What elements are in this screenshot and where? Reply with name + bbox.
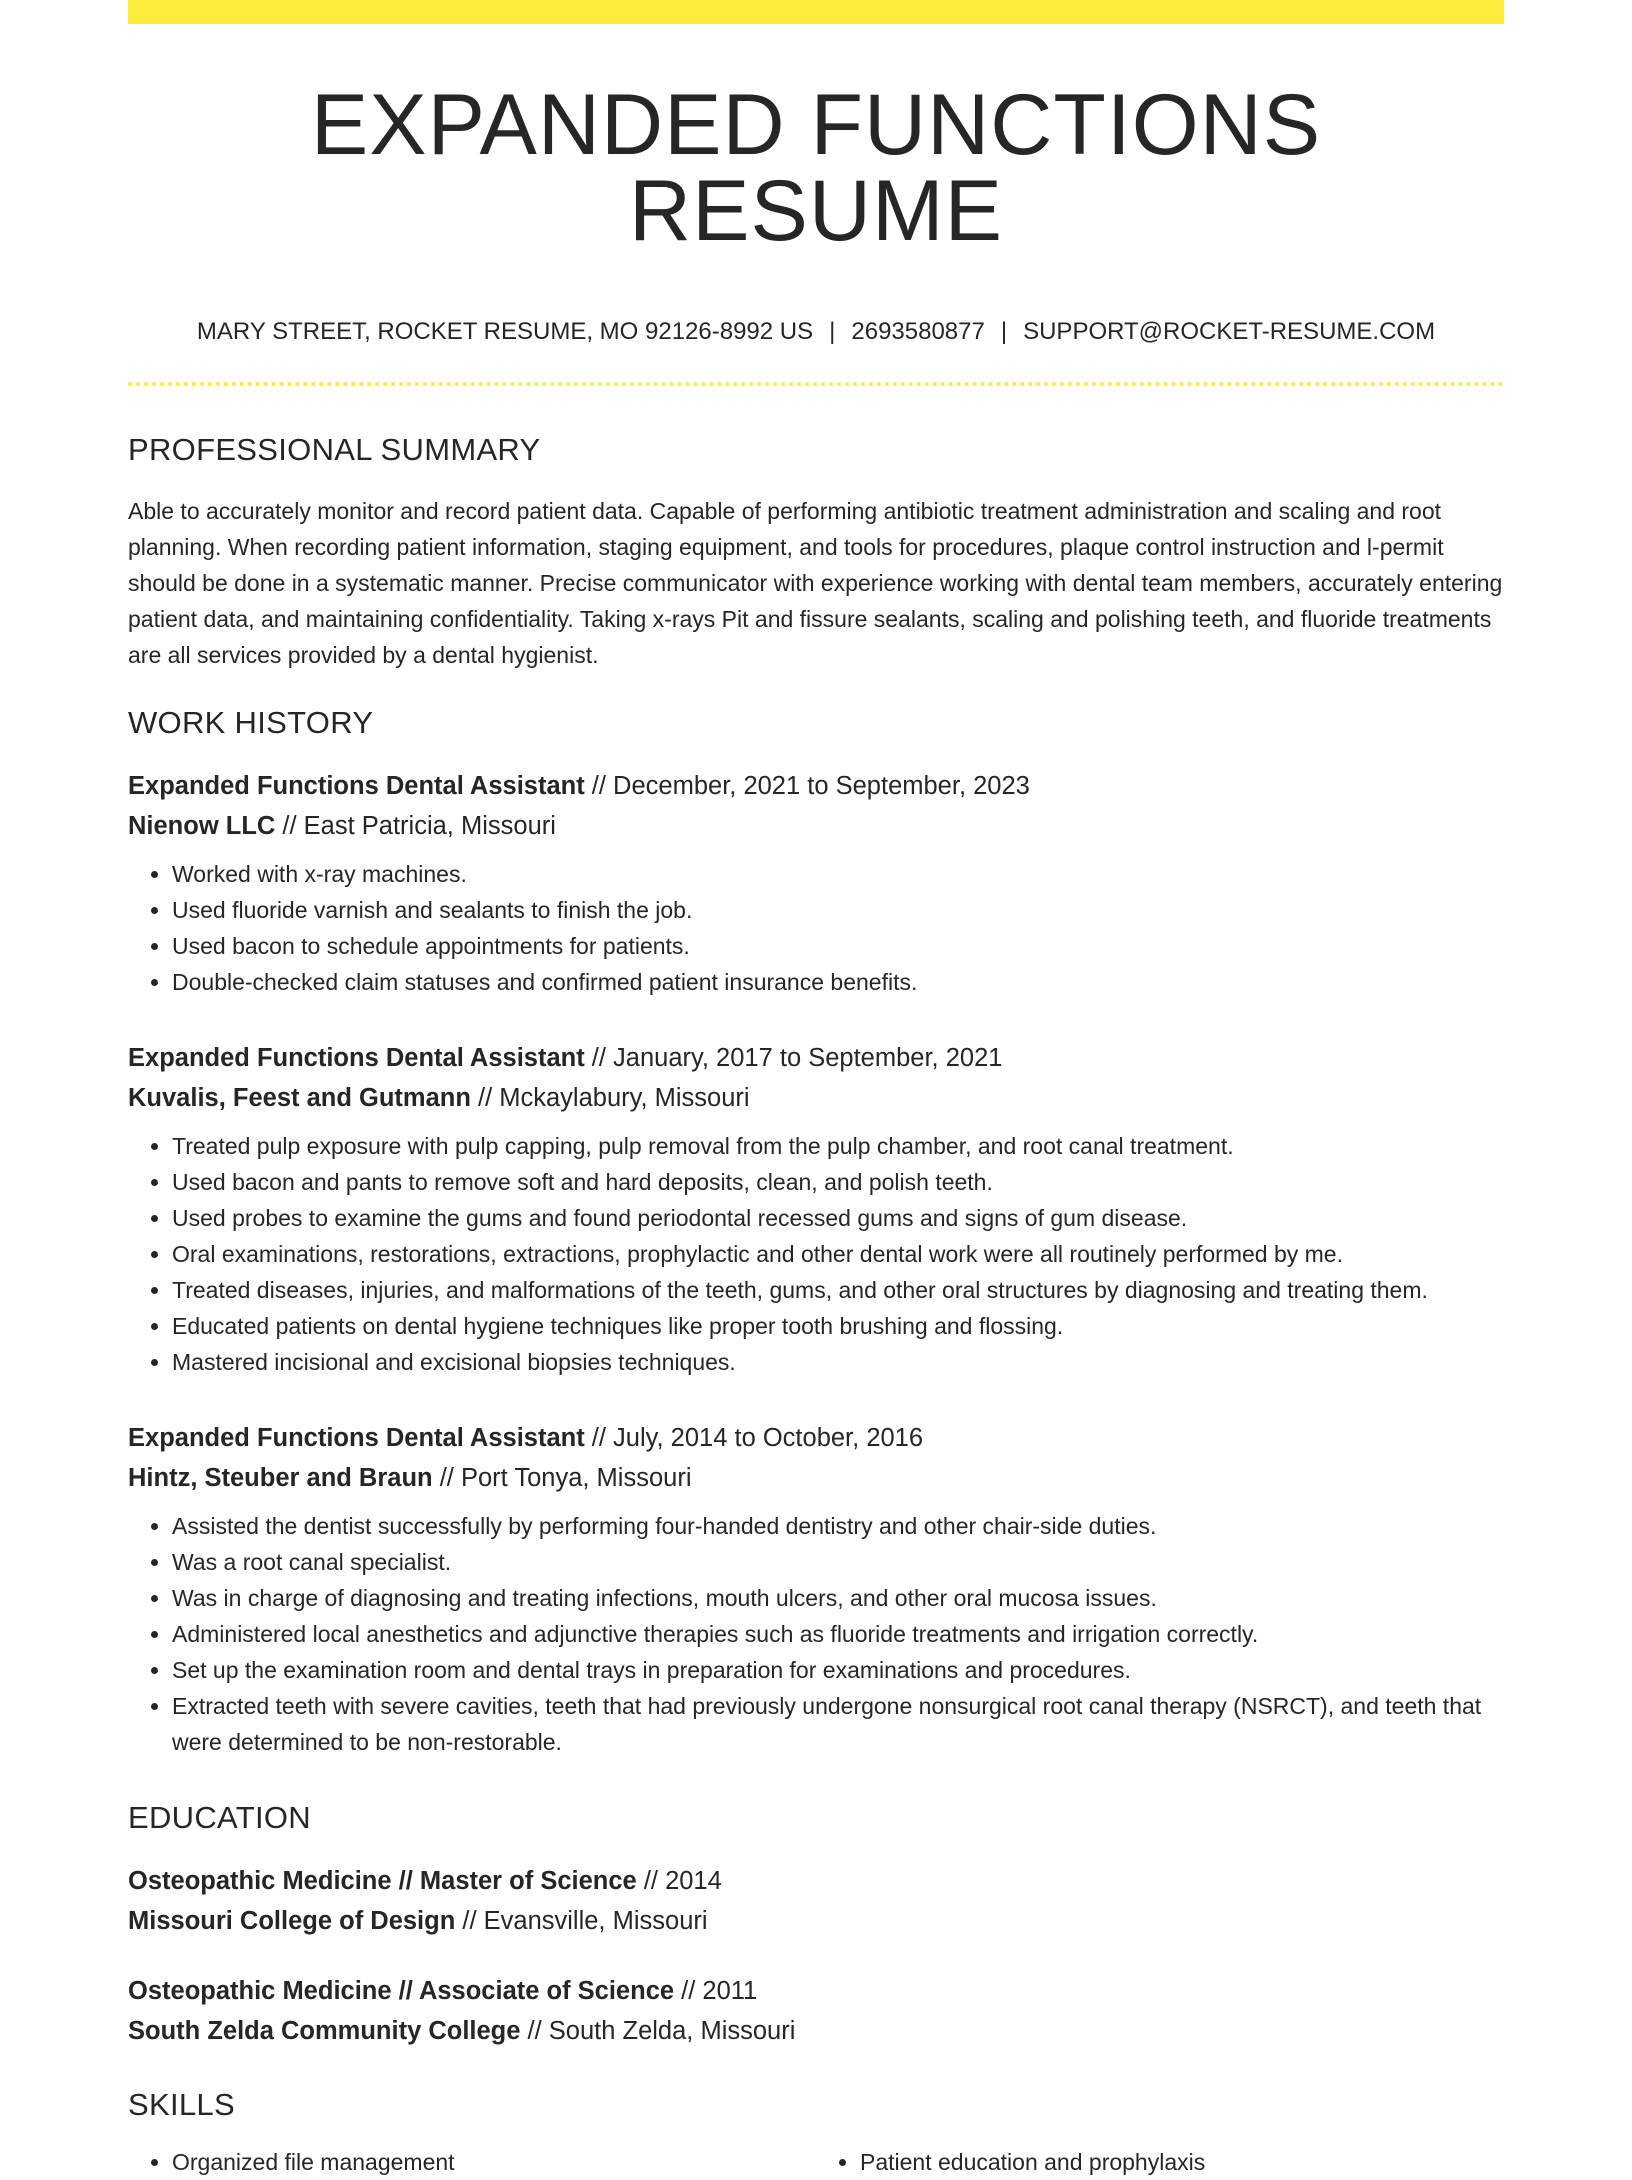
education-location: // South Zelda, Missouri [520, 2017, 796, 2045]
education-entry [128, 1971, 1504, 2051]
resume-title: EXPANDED FUNCTIONS RESUME [310, 77, 1322, 259]
contact-address: MARY STREET, ROCKET RESUME, MO 92126-8992 US [196, 318, 814, 345]
job-bullet: • Educated patients on dental hygiene techniques like proper tooth brushing and flossing. [172, 1308, 1504, 1344]
education-school: Missouri College of Design [128, 1907, 456, 1935]
contact-line [128, 320, 1504, 344]
skills-column-left [128, 2144, 816, 2180]
job-title-line [128, 1038, 1504, 1078]
job-dates: // January, 2017 to September, 2021 [584, 1044, 1003, 1072]
skills-column-right [816, 2144, 1504, 2180]
education-entry [128, 1861, 1504, 1941]
education-degree-line [128, 1861, 1504, 1901]
job-bullet: • Assisted the dentist successfully by performing four-handed dentistry and other chair-side duties. [172, 1508, 1504, 1544]
job-company-line [128, 806, 1504, 846]
job-bullets [128, 856, 1504, 1000]
job-entry [128, 1418, 1504, 1760]
job-bullets [128, 1128, 1504, 1380]
job-role: Expanded Functions Dental Assistant [128, 1424, 585, 1452]
job-role: Expanded Functions Dental Assistant [128, 772, 585, 800]
job-dates: // July, 2014 to October, 2016 [584, 1424, 924, 1452]
job-company: Kuvalis, Feest and Gutmann [128, 1084, 471, 1112]
job-company-line [128, 1078, 1504, 1118]
job-dates: // December, 2021 to September, 2023 [584, 772, 1030, 800]
skill-item: • Organized file management [172, 2144, 816, 2180]
job-bullet: • Used fluoride varnish and sealants to finish the job. [172, 892, 1504, 928]
education-school-line [128, 1901, 1504, 1941]
job-entry [128, 1038, 1504, 1380]
contact-phone: 2693580877 [851, 318, 985, 345]
job-role: Expanded Functions Dental Assistant [128, 1044, 585, 1072]
job-company-line [128, 1458, 1504, 1498]
summary-text: Able to accurately monitor and record patient data. Capable of performing antibiotic treatment administration and scaling and root planning. When recording patient information, staging equipment, and tools for procedures, plaque control instruction and l-permit should be done in a systematic manner. Precise communicator with experience working with dental team members, accurately entering patient data, and maintaining confidentiality. Taking x-rays Pit and fissure sealants, scaling and polishing teeth, and fluoride treatments are all services provided by a dental hygienist. [128, 498, 1503, 668]
job-bullet: • Worked with x-ray machines. [172, 856, 1504, 892]
skills-heading: SKILLS [128, 2087, 235, 2122]
job-bullet: • Used bacon and pants to remove soft and hard deposits, clean, and polish teeth. [172, 1164, 1504, 1200]
job-location: // East Patricia, Missouri [275, 812, 556, 840]
skills-grid [128, 2144, 1504, 2180]
resume-page [128, 0, 1504, 2180]
education-year: // 2014 [636, 1867, 722, 1895]
job-bullet: • Administered local anesthetics and adjunctive therapies such as fluoride treatments and irrigation correctly. [172, 1616, 1504, 1652]
job-entry [128, 766, 1504, 1000]
job-location: // Mckaylabury, Missouri [470, 1084, 750, 1112]
contact-separator: | [1000, 318, 1008, 345]
job-bullet: • Was a root canal specialist. [172, 1544, 1504, 1580]
job-bullet: • Set up the examination room and dental trays in preparation for examinations and procedures. [172, 1652, 1504, 1688]
dotted-divider [128, 382, 1504, 386]
job-bullet: • Used probes to examine the gums and found periodontal recessed gums and signs of gum disease. [172, 1200, 1504, 1236]
job-bullets [128, 1508, 1504, 1760]
education-degree-line [128, 1971, 1504, 2011]
contact-separator: | [829, 318, 836, 345]
job-title-line [128, 766, 1504, 806]
education-heading: EDUCATION [128, 1800, 311, 1835]
job-bullet: • Was in charge of diagnosing and treating infections, mouth ulcers, and other oral mucosa issues. [172, 1580, 1504, 1616]
job-bullet: • Used bacon to schedule appointments for patients. [172, 928, 1504, 964]
skill-item: • Patient education and prophylaxis [860, 2144, 1504, 2180]
education-school: South Zelda Community College [128, 2017, 521, 2045]
job-location: // Port Tonya, Missouri [432, 1464, 692, 1492]
job-bullet: • Mastered incisional and excisional biopsies techniques. [172, 1344, 1504, 1380]
job-company: Hintz, Steuber and Braun [128, 1464, 433, 1492]
job-bullet: • Oral examinations, restorations, extractions, prophylactic and other dental work were all routinely performed by me. [172, 1236, 1504, 1272]
job-company: Nienow LLC [128, 812, 276, 840]
job-bullet: • Treated diseases, injuries, and malformations of the teeth, gums, and other oral structures by diagnosing and treating them. [172, 1272, 1504, 1308]
job-bullet: • Treated pulp exposure with pulp capping, pulp removal from the pulp chamber, and root canal treatment. [172, 1128, 1504, 1164]
job-bullet: • Double-checked claim statuses and confirmed patient insurance benefits. [172, 964, 1504, 1000]
job-title-line [128, 1418, 1504, 1458]
job-bullet: • Extracted teeth with severe cavities, teeth that had previously undergone nonsurgical root canal therapy (NSRCT), and teeth that were determined to be non-restorable. [172, 1688, 1504, 1760]
education-degree: Osteopathic Medicine // Master of Science [128, 1867, 637, 1895]
contact-email: SUPPORT@ROCKET-RESUME.COM [1023, 318, 1436, 345]
education-location: // Evansville, Missouri [455, 1907, 708, 1935]
work-history-heading: WORK HISTORY [128, 705, 374, 740]
education-year: // 2011 [674, 1977, 758, 2005]
summary-heading: PROFESSIONAL SUMMARY [128, 432, 541, 467]
top-accent-bar [128, 0, 1504, 24]
education-degree: Osteopathic Medicine // Associate of Science [128, 1977, 675, 2005]
education-school-line [128, 2011, 1504, 2051]
